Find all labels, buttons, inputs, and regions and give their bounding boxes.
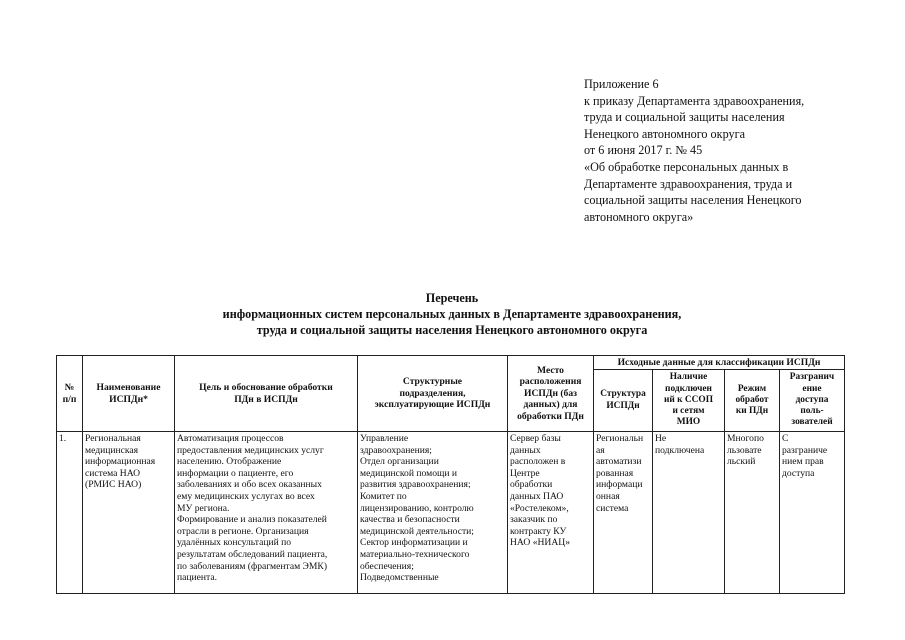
appendix-line: от 6 июня 2017 г. № 45 <box>584 143 703 158</box>
appendix-block <box>584 76 884 225</box>
appendix-line: к приказу Департамента здравоохранения, <box>584 93 805 108</box>
table-row <box>57 432 845 594</box>
appendix-line: труда и социальной защиты населения <box>584 110 785 125</box>
header-num: № п/п <box>57 356 83 432</box>
header-access: Разгранич ение доступа поль- зователей <box>780 370 845 432</box>
header-location: Место расположения ИСПДн (баз данных) для обработки ПДн <box>508 356 594 432</box>
cell-purpose: Автоматизация процессов предоставления медицинских услуг населению. Отображение информации о пациенте, его заболеваниях и обо всех оказанных ему медицинских услугах во всех МУ региона. Формирование и анализ показателей отрасли в регионе. Организация удалённых консультаций по результатам обследований пациента, по заболеваниям (фрагментам ЭМК) пациента. <box>175 432 358 594</box>
header-name: Наименование ИСПДн* <box>83 356 175 432</box>
cell-name: Региональная медицинская информационная система НАО (РМИС НАО) <box>83 432 175 594</box>
title-line: информационных систем персональных данных в Департаменте здравоохранения, <box>222 307 682 322</box>
appendix-line: Приложение 6 <box>584 77 659 91</box>
document-title <box>60 290 844 339</box>
header-purpose: Цель и обоснование обработки ПДн в ИСПДн <box>175 356 358 432</box>
cell-connection: Не подключена <box>653 432 725 594</box>
title-line: Перечень <box>425 291 479 305</box>
cell-num: 1. <box>57 432 83 594</box>
cell-mode: Многопо льзовате льский <box>725 432 780 594</box>
appendix-line: автономного округа» <box>584 209 694 224</box>
appendix-line: социальной защиты населения Ненецкого <box>584 193 802 208</box>
header-mode: Режим обработ ки ПДн <box>725 370 780 432</box>
title-line: труда и социальной защиты населения Ненецкого автономного округа <box>256 323 648 338</box>
appendix-line: Ненецкого автономного округа <box>584 126 746 141</box>
ispdn-table <box>56 355 845 594</box>
appendix-line: «Об обработке персональных данных в <box>584 159 789 174</box>
cell-units: Управление здравоохранения; Отдел организации медицинской помощи и развития здравоохранения; Комитет по лицензированию, контролю качества и безопасности медицинской деятельности; Сектор информатизации и материально-технического обеспечения; Подведомственные <box>358 432 508 594</box>
cell-location: Сервер базы данных расположен в Центре обработки данных ПАО «Ростелеком», заказчик по контракту КУ НАО «НИАЦ» <box>508 432 594 594</box>
header-units: Структурные подразделения, эксплуатирующие ИСПДн <box>358 356 508 432</box>
cell-structure: Региональн ая автоматизи рованная информаци онная система <box>594 432 653 594</box>
appendix-line: Департаменте здравоохранения, труда и <box>584 176 793 191</box>
cell-access: С разграниче нием прав доступа <box>780 432 845 594</box>
header-structure: Структура ИСПДн <box>594 370 653 432</box>
header-group: Исходные данные для классификации ИСПДн <box>594 356 845 370</box>
header-connection: Наличие подключен ий к ССОП и сетям МИО <box>653 370 725 432</box>
